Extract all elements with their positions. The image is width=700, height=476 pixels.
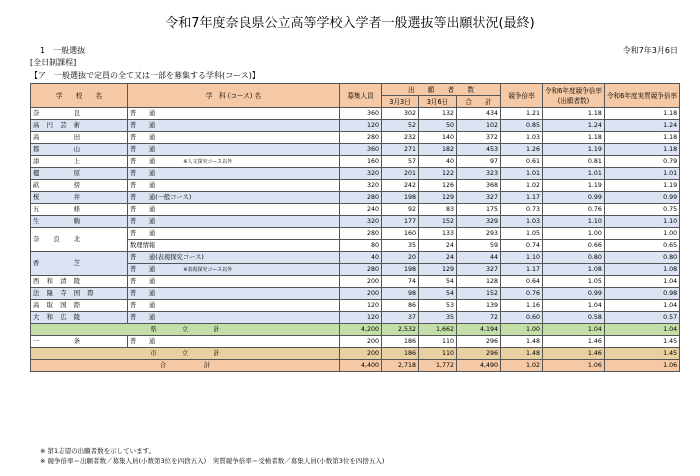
dept-name: 普 通 [130, 265, 156, 273]
cell-rr: 1.24 [604, 120, 679, 132]
cell-r: 1.01 [501, 168, 543, 180]
total-label: 合 計 [31, 360, 340, 372]
cell-b: 54 [419, 288, 457, 300]
school-name: 生 駒 [31, 216, 128, 228]
cell-t: 4,194 [457, 324, 501, 336]
cell-r: 0.73 [501, 204, 543, 216]
cell-rr: 0.57 [604, 312, 679, 324]
cell-cap: 360 [340, 144, 382, 156]
cell-cap: 280 [340, 132, 382, 144]
cell-r6: 0.66 [543, 240, 605, 252]
cell-a: 302 [382, 108, 419, 120]
course-label: [全日制課程] [30, 58, 77, 67]
cell-rr: 1.18 [604, 144, 679, 156]
cell-a: 198 [382, 192, 419, 204]
cell-t: 368 [457, 180, 501, 192]
table-row [31, 288, 680, 300]
cell-b: 129 [419, 264, 457, 276]
cell-r: 1.03 [501, 132, 543, 144]
total-row [31, 360, 680, 372]
cell-b: 24 [419, 252, 457, 264]
table-row [31, 156, 680, 168]
cell-cap: 320 [340, 180, 382, 192]
school-name: 法 隆 寺 国 際 [31, 288, 128, 300]
cell-b: 122 [419, 168, 457, 180]
total-label: 市 立 計 [31, 348, 340, 360]
table-row [31, 168, 680, 180]
table-row [31, 120, 680, 132]
table-row [31, 180, 680, 192]
cell-t: 59 [457, 240, 501, 252]
cell-b: 1,662 [419, 324, 457, 336]
school-name: 香 芝 [31, 252, 128, 276]
cell-a: 201 [382, 168, 419, 180]
cell-b: 140 [419, 132, 457, 144]
cell-r6: 0.80 [543, 252, 605, 264]
dept-name: 普 通 [130, 337, 156, 345]
cell-cap: 240 [340, 204, 382, 216]
cell-a: 271 [382, 144, 419, 156]
cell-rr: 1.06 [604, 360, 679, 372]
cell-b: 133 [419, 228, 457, 240]
table-caption: 【ア 一般選抜で定員の全て又は一部を募集する学科(コース)】 [30, 71, 260, 80]
cell-t: 296 [457, 348, 501, 360]
cell-rr: 1.08 [604, 264, 679, 276]
cell-r: 1.48 [501, 336, 543, 348]
page-title: 令和7年度奈良県公立高等学校入学者一般選抜等出願状況(最終) [165, 16, 535, 31]
cell-cap: 120 [340, 312, 382, 324]
section-heading: 1 一般選抜 [40, 46, 86, 55]
cell-t: 175 [457, 204, 501, 216]
cell-cap: 200 [340, 276, 382, 288]
cell-r6: 0.81 [543, 156, 605, 168]
cell-r6: 1.24 [543, 120, 605, 132]
dept-cell [128, 156, 340, 168]
cell-a: 57 [382, 156, 419, 168]
cell-r6: 1.04 [543, 324, 605, 336]
cell-cap: 360 [340, 108, 382, 120]
cell-t: 434 [457, 108, 501, 120]
cell-r: 1.48 [501, 348, 543, 360]
dept-name: 普 通 [130, 145, 156, 153]
cell-t: 293 [457, 228, 501, 240]
cell-cap: 4,200 [340, 324, 382, 336]
cell-r: 0.64 [501, 276, 543, 288]
school-name: 奈 良 [31, 108, 128, 120]
dept-cell [128, 216, 340, 228]
cell-a: 160 [382, 228, 419, 240]
table-row [31, 204, 680, 216]
cell-r: 1.10 [501, 252, 543, 264]
cell-a: 86 [382, 300, 419, 312]
cell-b: 126 [419, 180, 457, 192]
cell-b: 110 [419, 348, 457, 360]
total-label: 県 立 計 [31, 324, 340, 336]
dept-cell [128, 108, 340, 120]
dept-name: 普 通 [130, 133, 156, 141]
cell-a: 2,532 [382, 324, 419, 336]
cell-rr: 0.79 [604, 156, 679, 168]
dept-cell [128, 312, 340, 324]
cell-r6: 0.58 [543, 312, 605, 324]
header-sum: 合 計 [457, 96, 501, 108]
publish-date: 令和7年3月6日 [622, 46, 678, 55]
cell-rr: 0.65 [604, 240, 679, 252]
dept-name: 普 通(一般コース) [130, 193, 192, 201]
cell-t: 102 [457, 120, 501, 132]
cell-r: 1.26 [501, 144, 543, 156]
cell-rr: 1.04 [604, 276, 679, 288]
school-name: 桜 井 [31, 192, 128, 204]
cell-r6: 1.06 [543, 360, 605, 372]
dept-cell [128, 228, 340, 240]
table-row [31, 228, 680, 240]
dept-cell [128, 204, 340, 216]
cell-a: 198 [382, 264, 419, 276]
cell-a: 232 [382, 132, 419, 144]
dept-note: ※表現探究コース以外 [183, 266, 233, 273]
school-name: 高 取 国 際 [31, 300, 128, 312]
cell-a: 52 [382, 120, 419, 132]
cell-r6: 1.46 [543, 348, 605, 360]
cell-rr: 1.45 [604, 348, 679, 360]
dept-name: 普 通 [130, 157, 156, 165]
cell-b: 54 [419, 276, 457, 288]
cell-a: 186 [382, 336, 419, 348]
header-applicants: 出 願 者 数 [382, 84, 501, 96]
dept-cell [128, 180, 340, 192]
table-row [31, 144, 680, 156]
school-name: 一 条 [31, 336, 128, 348]
school-name: 橿 原 [31, 168, 128, 180]
dept-name: 普 通 [130, 217, 156, 225]
cell-a: 186 [382, 348, 419, 360]
dept-cell [128, 144, 340, 156]
cell-t: 128 [457, 276, 501, 288]
school-name: 添 上 [31, 156, 128, 168]
cell-rr: 1.10 [604, 216, 679, 228]
cell-b: 110 [419, 336, 457, 348]
cell-cap: 320 [340, 168, 382, 180]
cell-r6: 1.08 [543, 264, 605, 276]
cell-t: 296 [457, 336, 501, 348]
cell-rr: 1.18 [604, 108, 679, 120]
cell-r6: 1.18 [543, 132, 605, 144]
table-row [31, 312, 680, 324]
dept-name: 普 通 [130, 181, 156, 189]
table-row [31, 252, 680, 264]
cell-t: 323 [457, 168, 501, 180]
school-name: 郡 山 [31, 144, 128, 156]
cell-r: 0.61 [501, 156, 543, 168]
total-row [31, 348, 680, 360]
cell-rr: 1.04 [604, 300, 679, 312]
dept-name: 普 通 [130, 277, 156, 285]
dept-cell [128, 120, 340, 132]
cell-rr: 1.01 [604, 168, 679, 180]
dept-name: 普 通 [130, 121, 156, 129]
cell-t: 152 [457, 288, 501, 300]
school-name: 畝 傍 [31, 180, 128, 192]
cell-b: 129 [419, 192, 457, 204]
dept-cell [128, 252, 340, 264]
cell-r: 1.02 [501, 180, 543, 192]
cell-rr: 0.98 [604, 288, 679, 300]
header-r6-ratio: 令和6年度競争倍率 (出願者数) [543, 84, 605, 108]
school-name: 高 田 [31, 132, 128, 144]
cell-a: 92 [382, 204, 419, 216]
cell-t: 453 [457, 144, 501, 156]
cell-cap: 280 [340, 192, 382, 204]
cell-b: 152 [419, 216, 457, 228]
cell-b: 132 [419, 108, 457, 120]
dept-name: 普 通 [130, 169, 156, 177]
cell-a: 35 [382, 240, 419, 252]
cell-rr: 1.04 [604, 324, 679, 336]
cell-b: 53 [419, 300, 457, 312]
cell-cap: 40 [340, 252, 382, 264]
school-name: 西 和 清 陵 [31, 276, 128, 288]
cell-r6: 0.76 [543, 204, 605, 216]
dept-cell [128, 288, 340, 300]
cell-r6: 1.05 [543, 276, 605, 288]
dept-cell [128, 132, 340, 144]
cell-cap: 280 [340, 228, 382, 240]
cell-r: 1.03 [501, 216, 543, 228]
cell-b: 83 [419, 204, 457, 216]
header-school: 学 校 名 [31, 84, 128, 108]
cell-r6: 1.19 [543, 144, 605, 156]
cell-r: 1.17 [501, 264, 543, 276]
cell-r6: 1.04 [543, 300, 605, 312]
cell-r: 1.00 [501, 324, 543, 336]
cell-r: 1.21 [501, 108, 543, 120]
dept-name: 普 通 [130, 205, 156, 213]
dept-cell [128, 240, 340, 252]
table-row [31, 216, 680, 228]
dept-name: 数理情報 [130, 241, 156, 249]
note-first-choice: ※ 第1志望の出願者数を示しています。 [40, 447, 156, 455]
school-name: 大 和 広 陵 [31, 312, 128, 324]
dept-name: 普 通 [130, 109, 156, 117]
cell-rr: 1.18 [604, 132, 679, 144]
dept-name: 普 通 [130, 301, 156, 309]
cell-a: 242 [382, 180, 419, 192]
cell-a: 177 [382, 216, 419, 228]
cell-cap: 160 [340, 156, 382, 168]
table-row [31, 276, 680, 288]
cell-t: 139 [457, 300, 501, 312]
cell-t: 372 [457, 132, 501, 144]
school-name: 五 條 [31, 204, 128, 216]
applicants-table [30, 83, 680, 372]
cell-r6: 1.10 [543, 216, 605, 228]
cell-b: 50 [419, 120, 457, 132]
cell-cap: 200 [340, 336, 382, 348]
cell-r: 1.05 [501, 228, 543, 240]
cell-rr: 0.75 [604, 204, 679, 216]
school-name: 奈 良 北 [31, 228, 128, 252]
cell-rr: 1.00 [604, 228, 679, 240]
table-row [31, 336, 680, 348]
cell-cap: 200 [340, 288, 382, 300]
dept-cell [128, 300, 340, 312]
cell-b: 182 [419, 144, 457, 156]
cell-t: 329 [457, 216, 501, 228]
table-row [31, 192, 680, 204]
cell-b: 40 [419, 156, 457, 168]
dept-name: 普 通(表現探究コース) [130, 253, 204, 261]
cell-cap: 320 [340, 216, 382, 228]
cell-cap: 120 [340, 120, 382, 132]
dept-cell [128, 276, 340, 288]
dept-cell [128, 168, 340, 180]
cell-t: 72 [457, 312, 501, 324]
dept-name: 普 通 [130, 229, 156, 237]
cell-r6: 0.99 [543, 192, 605, 204]
cell-t: 4,490 [457, 360, 501, 372]
cell-cap: 200 [340, 348, 382, 360]
cell-r6: 1.18 [543, 108, 605, 120]
cell-cap: 120 [340, 300, 382, 312]
cell-r6: 1.00 [543, 228, 605, 240]
dept-cell [128, 336, 340, 348]
header-ratio: 競争倍率 [501, 84, 543, 108]
cell-t: 97 [457, 156, 501, 168]
dept-cell [128, 264, 340, 276]
cell-rr: 0.80 [604, 252, 679, 264]
cell-cap: 280 [340, 264, 382, 276]
cell-a: 2,718 [382, 360, 419, 372]
cell-cap: 80 [340, 240, 382, 252]
cell-b: 24 [419, 240, 457, 252]
dept-name: 普 通 [130, 289, 156, 297]
cell-r: 0.76 [501, 288, 543, 300]
cell-a: 20 [382, 252, 419, 264]
table-row [31, 240, 680, 252]
cell-r6: 1.01 [543, 168, 605, 180]
cell-b: 35 [419, 312, 457, 324]
cell-rr: 1.45 [604, 336, 679, 348]
cell-rr: 0.99 [604, 192, 679, 204]
cell-r: 1.17 [501, 192, 543, 204]
cell-r: 0.85 [501, 120, 543, 132]
cell-r6: 0.99 [543, 288, 605, 300]
note-ratio-definition: ※ 競争倍率＝出願者数／募集人員(小数第3位を四捨五入) 実質競争倍率＝受検者数／募集人員(小数第3位を四捨五入) [40, 457, 385, 465]
total-row [31, 324, 680, 336]
cell-r: 1.02 [501, 360, 543, 372]
dept-name: 普 通 [130, 313, 156, 321]
dept-note: ※人文探究コース以外 [183, 158, 233, 165]
cell-rr: 1.19 [604, 180, 679, 192]
header-dept: 学 科 (コース) 名 [128, 84, 340, 108]
table-row [31, 108, 680, 120]
cell-b: 1,772 [419, 360, 457, 372]
cell-t: 327 [457, 192, 501, 204]
cell-r6: 1.46 [543, 336, 605, 348]
cell-a: 74 [382, 276, 419, 288]
table-row [31, 264, 680, 276]
dept-cell [128, 192, 340, 204]
table-row [31, 132, 680, 144]
cell-t: 327 [457, 264, 501, 276]
cell-a: 37 [382, 312, 419, 324]
cell-r6: 1.19 [543, 180, 605, 192]
header-capacity: 募集人員 [340, 84, 382, 108]
cell-r: 1.16 [501, 300, 543, 312]
table-row [31, 300, 680, 312]
cell-t: 44 [457, 252, 501, 264]
header-r6-real-ratio: 令和6年度実質競争倍率 [604, 84, 679, 108]
cell-a: 98 [382, 288, 419, 300]
cell-r: 0.60 [501, 312, 543, 324]
school-name: 高 円 芸 術 [31, 120, 128, 132]
header-mar6: 3月6日 [419, 96, 457, 108]
header-mar3: 3月3日 [382, 96, 419, 108]
cell-cap: 4,400 [340, 360, 382, 372]
cell-r: 0.74 [501, 240, 543, 252]
